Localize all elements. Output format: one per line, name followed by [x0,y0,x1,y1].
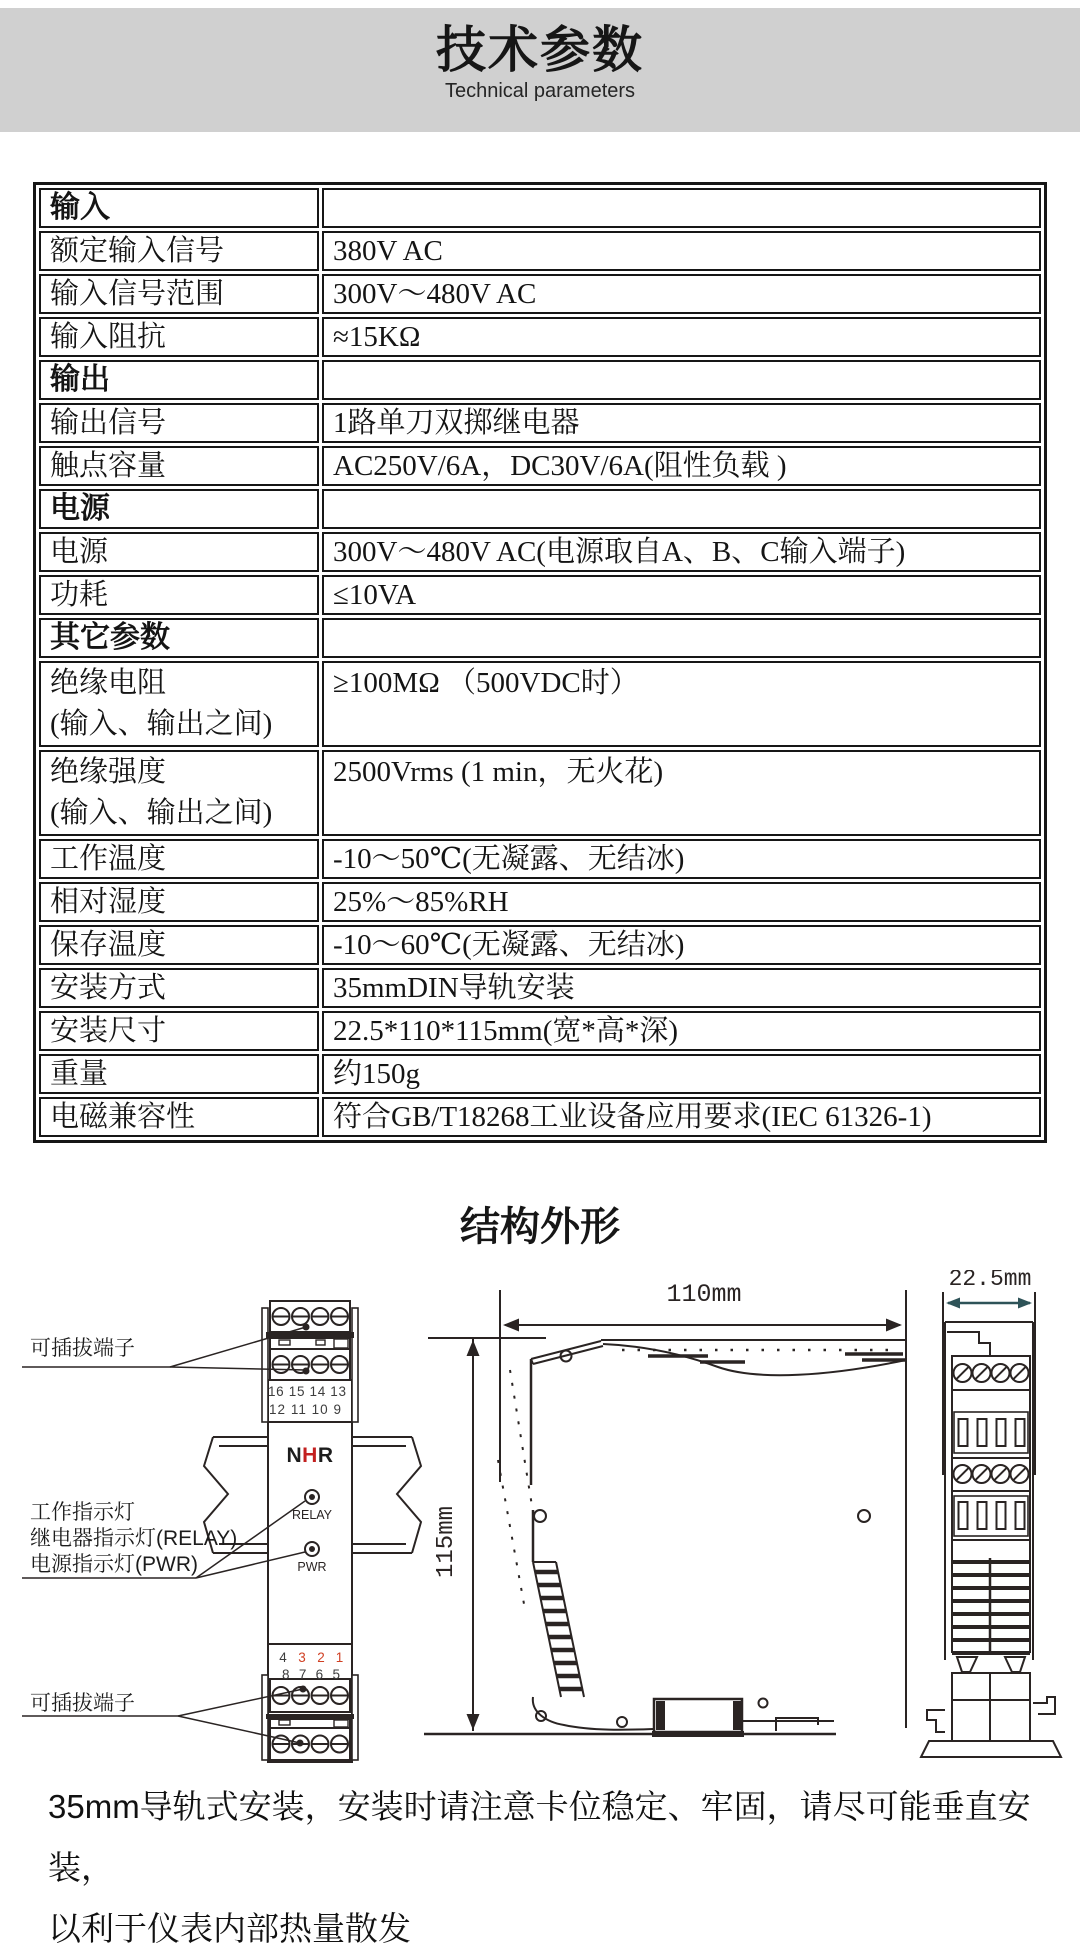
table-row [39,1097,1041,1137]
spec-label: 电源 [39,532,319,572]
spec-label: 工作温度 [39,839,319,879]
spec-label: 安装方式 [39,968,319,1008]
table-row [39,618,1041,658]
table-row [39,925,1041,965]
section-label: 电源 [39,489,319,529]
spec-label: 额定输入信号 [39,231,319,271]
spec-value: -10～60℃(无凝露、无结冰) [322,925,1041,965]
spec-label: 重量 [39,1054,319,1094]
terminal-number-2: 2 [317,1650,325,1665]
table-row [39,1011,1041,1051]
label-relay-indicator: 继电器指示灯(RELAY) [30,1527,238,1550]
table-row [39,882,1041,922]
terminal-numbers-top-row1: 16 15 14 13 [268,1384,346,1399]
terminal-number-1: 1 [335,1650,344,1665]
mounting-note-line2: 以利于仪表内部热量散发 [48,1910,411,1947]
page-title: 技术参数 [436,22,644,78]
terminal-number-4: 4 [279,1650,287,1665]
relay-led-label: RELAY [291,1508,333,1522]
side-view [424,1290,906,1737]
spec-value [322,188,1041,228]
din-clip-side [424,1697,836,1737]
terminal-block-bottom [262,1675,358,1760]
terminal-numbers-top-row2: 12 11 10 9 [269,1402,341,1417]
label-pluggable-terminals-bottom: 可插拔端子 [30,1692,135,1715]
spec-label: 输入信号范围 [39,274,319,314]
nhr-logo: NHR [286,1444,334,1467]
spec-value: 25%～85%RH [322,882,1041,922]
spec-label: 安装尺寸 [39,1011,319,1051]
table-row [39,661,1041,747]
header-band [0,8,1080,132]
structure-diagram-svg [0,1270,1080,1775]
spec-label: 电磁兼容性 [39,1097,319,1137]
section-label: 输入 [39,188,319,228]
label-power-indicator: 电源指示灯(PWR) [30,1553,198,1576]
table-row [39,839,1041,879]
spec-table [33,182,1047,1143]
spec-label: 保存温度 [39,925,319,965]
spec-value: 2500Vrms (1 min，无火花) [322,750,1041,836]
table-row [39,231,1041,271]
section-label: 输出 [39,360,319,400]
spec-label: 触点容量 [39,446,319,486]
mounting-note [48,1776,1080,1959]
spec-label: 相对湿度 [39,882,319,922]
spec-value: 300V～480V AC(电源取自A、B、C输入端子) [322,532,1041,572]
module-side-outline [498,1340,906,1604]
dim-depth-22.5mm: 22.5mm [948,1270,1032,1292]
table-row [39,188,1041,228]
vent-ladder-top [952,1558,1030,1672]
spec-label: 输出信号 [39,403,319,443]
spec-value: 约150g [322,1054,1041,1094]
spec-value: 380V AC [322,231,1041,271]
top-view [921,1292,1061,1757]
table-row [39,403,1041,443]
spec-value: ≤10VA [322,575,1041,615]
spec-value: AC250V/6A，DC30V/6A(阻性负载 ) [322,446,1041,486]
table-row [39,968,1041,1008]
spec-label: 输入阻抗 [39,317,319,357]
table-row [39,446,1041,486]
table-row [39,532,1041,572]
dim-height-115mm: 115mm [433,1505,460,1579]
spec-value: 1路单刀双掷继电器 [322,403,1041,443]
power-led-label: PWR [297,1560,327,1574]
dim-width-110mm: 110mm [666,1280,742,1309]
label-pluggable-terminals-top: 可插拔端子 [30,1337,135,1360]
section-label: 其它参数 [39,618,319,658]
terminal-numbers-bottom-row2: 8 7 6 5 [282,1667,340,1682]
table-row [39,317,1041,357]
spec-value: ≈15KΩ [322,317,1041,357]
table-row [39,360,1041,400]
spec-label: 功耗 [39,575,319,615]
table-row [39,489,1041,529]
vent-ladder-side [533,1562,584,1697]
table-row [39,750,1041,836]
spec-value: ≥100MΩ （500VDC时） [322,661,1041,747]
table-row [39,274,1041,314]
page-subtitle: Technical parameters [444,80,636,102]
spec-value [322,489,1041,529]
spec-value: -10～50℃(无凝露、无结冰) [322,839,1041,879]
spec-value: 22.5*110*115mm(宽*高*深) [322,1011,1041,1051]
spec-value: 300V～480V AC [322,274,1041,314]
table-row [39,575,1041,615]
structure-title: 结构外形 [460,1205,620,1249]
mounting-note-line1: 35mm导轨式安装，安装时请注意卡位稳定、牢固，请尽可能垂直安装， [48,1788,1031,1886]
din-rail-top [921,1673,1061,1757]
spec-label: 绝缘电阻 (输入、输出之间) [39,661,319,747]
structure-diagram [0,1270,1080,1775]
terminal-number-3: 3 [298,1650,306,1665]
spec-value: 35mmDIN导轨安装 [322,968,1041,1008]
spec-value [322,618,1041,658]
label-working-indicator: 工作指示灯 [30,1501,135,1524]
spec-value [322,360,1041,400]
table-row [39,1054,1041,1094]
spec-label: 绝缘强度 (输入、输出之间) [39,750,319,836]
spec-value: 符合GB/T18268工业设备应用要求(IEC 61326-1) [322,1097,1041,1137]
